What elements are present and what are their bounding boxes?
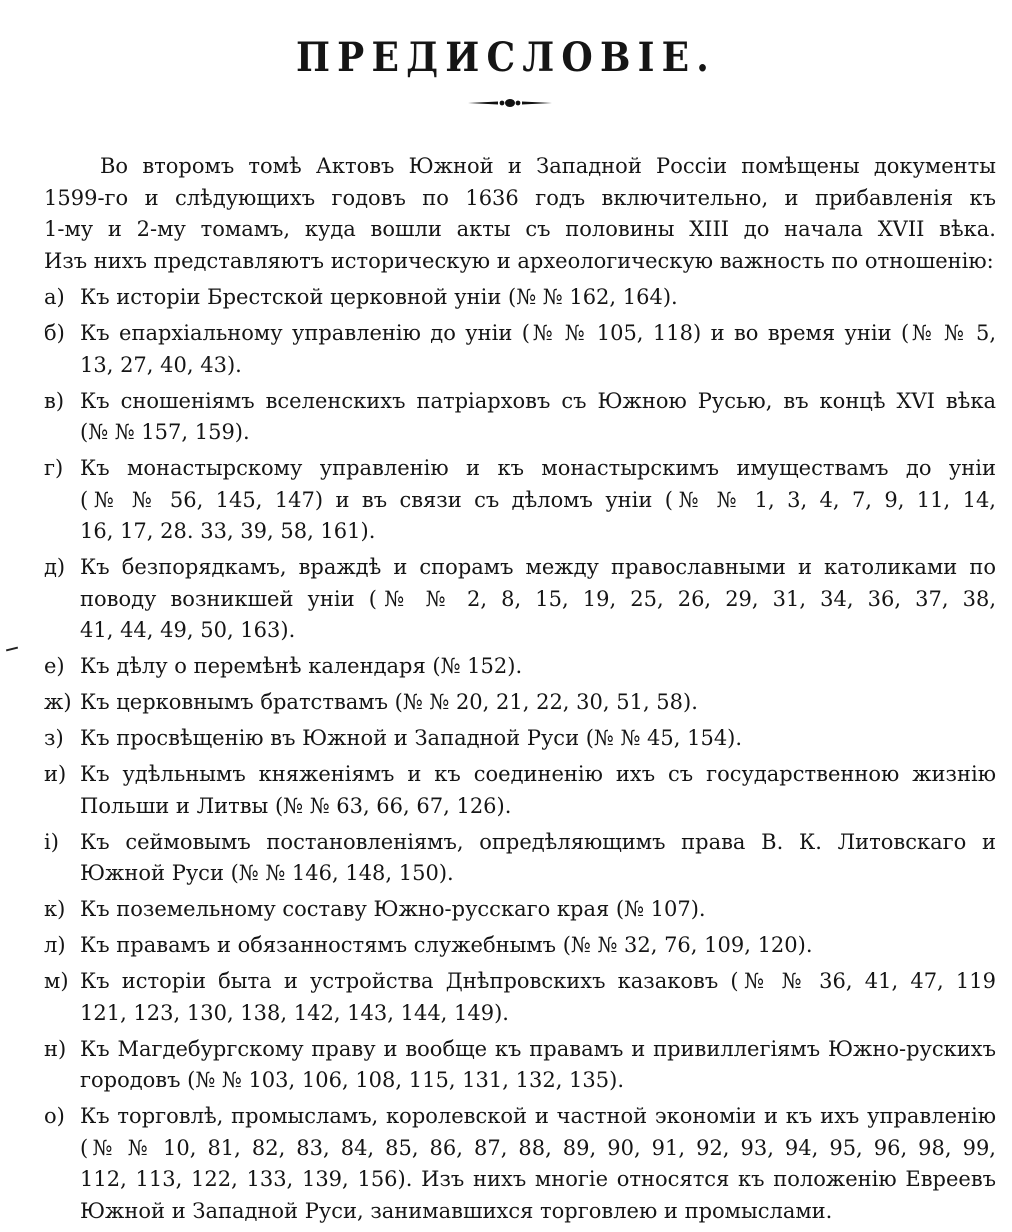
list-item-line: 112, 113, 122, 133, 139, 156). Изъ нихъ многіе относятся къ положенію Евреевъ: [80, 1167, 996, 1191]
list-item: [44, 386, 996, 449]
list-item-letter: і): [44, 829, 59, 854]
list-item: [44, 827, 996, 890]
list-item-letter: м): [44, 969, 69, 993]
list-item-letter: и): [44, 762, 67, 786]
list-item-letter: ж): [44, 690, 72, 714]
list-item: [44, 282, 996, 314]
list-item-line: Къ епархіальному управленію до уніи (№ № 105, 118) и во время уніи (№ № 5,: [80, 321, 996, 345]
page-title: ПРЕДИСЛОВІЕ.: [295, 33, 717, 81]
list-item-line: Къ сношеніямъ вселенскихъ патріарховъ съ Южною Русью, въ концѣ XVI вѣка: [80, 388, 996, 413]
list-item-line: Къ поземельному составу Южно-русскаго края (№ 107).: [80, 897, 706, 921]
margin-pencil-mark: [6, 647, 18, 652]
intro-line: 1-му и 2-му томамъ, куда вошли акты съ половины XIII до начала XVII вѣка.: [44, 217, 996, 241]
list-item-line: городовъ (№ № 103, 106, 108, 115, 131, 132, 135).: [80, 1068, 625, 1092]
list-item-line: Къ правамъ и обязанностямъ служебнымъ (№ № 32, 76, 109, 120).: [80, 933, 813, 957]
list-item-line: 121, 123, 130, 138, 142, 143, 144, 149).: [80, 1000, 509, 1025]
intro-line: Во второмъ томѣ Актовъ Южной и Западной Россіи помѣщены документы: [100, 154, 996, 178]
list-item-line: (№ № 157, 159).: [80, 420, 250, 444]
list-item: [44, 651, 996, 683]
list-item-letter: е): [44, 654, 65, 678]
list-item-letter: к): [44, 897, 66, 921]
ornament-divider-icon: [468, 97, 552, 109]
list-item-letter: з): [44, 726, 64, 750]
list-item-letter: д): [44, 555, 66, 579]
list-item-letter: н): [44, 1036, 67, 1061]
list-item-letter: о): [44, 1104, 65, 1128]
intro-line: 1599-го и слѣдующихъ годовъ по 1636 годъ включительно, и прибавленія къ: [44, 185, 996, 210]
list-item-line: Къ торговлѣ, промысламъ, королевской и частной экономіи и къ ихъ управленію: [80, 1104, 996, 1128]
list-item-line: поводу возникшей уніи (№ № 2, 8, 15, 19, 25, 26, 29, 31, 34, 36, 37, 38,: [80, 586, 996, 611]
list-item-letter: а): [44, 285, 65, 309]
list-item-line: (№ № 10, 81, 82, 83, 84, 85, 86, 87, 88, 89, 90, 91, 92, 93, 94, 95, 96, 98, 99,: [80, 1135, 996, 1160]
list-item: [44, 930, 996, 962]
list-item: [44, 318, 996, 381]
list-item: [44, 453, 996, 548]
intro-line: Изъ нихъ представляютъ историческую и археологическую важность по отношенію:: [44, 248, 994, 273]
list-item-line: Южной и Западной Руси, занимавшихся торговлею и промыслами.: [80, 1198, 833, 1223]
list-item-line: Къ просвѣщенію въ Южной и Западной Руси (№ № 45, 154).: [80, 726, 743, 750]
list-item: [44, 1101, 996, 1227]
list-item-line: Къ удѣльнымъ княженіямъ и къ соединенію ихъ съ государственною жизнію: [80, 762, 996, 786]
topic-list: [44, 282, 996, 1232]
list-item: [44, 552, 996, 647]
list-item-line: 41, 44, 49, 50, 163).: [80, 618, 296, 642]
list-item-letter: л): [44, 933, 66, 957]
list-item-line: Южной Руси (№ № 146, 148, 150).: [80, 861, 454, 885]
list-item-line: Польши и Литвы (№ № 63, 66, 67, 126).: [80, 793, 512, 818]
list-item-line: (№ № 56, 145, 147) и въ связи съ дѣломъ уніи (№ № 1, 3, 4, 7, 9, 11, 14,: [80, 487, 996, 512]
list-item: [44, 1034, 996, 1097]
list-item-line: Къ Магдебургскому праву и вообще къ правамъ и привиллегіямъ Южно-рускихъ: [80, 1036, 996, 1061]
list-item-line: Къ безпорядкамъ, враждѣ и спорамъ между православными и католиками по: [80, 555, 996, 579]
list-item: [44, 723, 996, 755]
list-item-line: Къ исторіи быта и устройства Днѣпровскихъ казаковъ (№ № 36, 41, 47, 119: [80, 969, 996, 993]
list-item-line: 13, 27, 40, 43).: [80, 352, 242, 377]
list-item-line: Къ сеймовымъ постановленіямъ, опредѣляющимъ права В. К. Литовскаго и: [80, 829, 996, 854]
list-item-line: Къ дѣлу о перемѣнѣ календаря (№ 152).: [80, 654, 523, 678]
list-item: [44, 687, 996, 719]
list-item-letter: г): [44, 456, 64, 480]
list-item: [44, 894, 996, 926]
list-item-line: Къ монастырскому управленію и къ монастырскимъ имуществамъ до уніи: [80, 456, 996, 480]
list-item: [44, 966, 996, 1029]
intro-paragraph: [44, 151, 996, 277]
list-item-letter: в): [44, 388, 65, 413]
list-item-letter: б): [44, 321, 65, 345]
list-item-line: 16, 17, 28. 33, 39, 58, 161).: [80, 519, 376, 543]
list-item: [44, 759, 996, 822]
list-item-line: Къ исторіи Брестской церковной уніи (№ № 162, 164).: [80, 285, 678, 309]
list-item-line: Къ церковнымъ братствамъ (№ № 20, 21, 22, 30, 51, 58).: [80, 690, 698, 714]
